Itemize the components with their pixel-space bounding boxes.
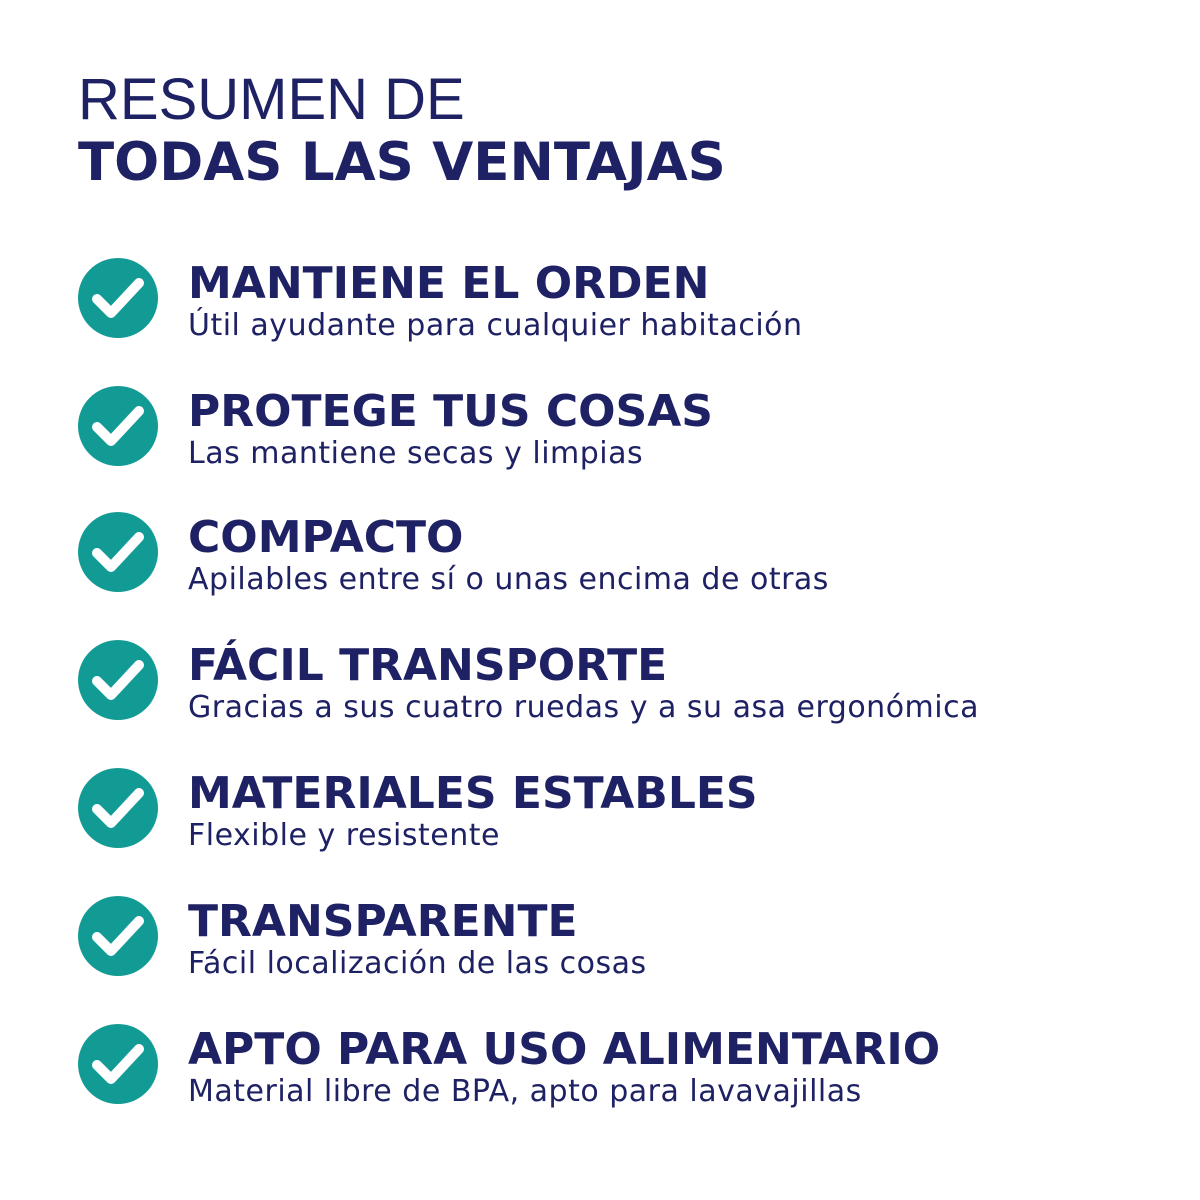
- benefit-item: [78, 386, 1178, 506]
- benefit-description: Flexible y resistente: [188, 818, 500, 853]
- check-circle-icon: [78, 640, 158, 720]
- heading-line2: TODAS LAS VENTAJAS: [78, 132, 726, 193]
- benefit-description: Fácil localización de las cosas: [188, 946, 647, 981]
- check-circle-icon: [78, 1024, 158, 1104]
- benefit-item: [78, 258, 1178, 378]
- benefit-description: Útil ayudante para cualquier habitación: [188, 308, 803, 343]
- heading-line1: RESUMEN DE: [78, 67, 465, 132]
- benefit-description: Apilables entre sí o unas encima de otras: [188, 562, 829, 597]
- benefit-description: Material libre de BPA, apto para lavavajillas: [188, 1074, 862, 1109]
- benefit-item: [78, 512, 1178, 632]
- check-circle-icon: [78, 512, 158, 592]
- benefit-title: TRANSPARENTE: [188, 896, 578, 947]
- benefit-item: [78, 1024, 1178, 1144]
- benefit-description: Gracias a sus cuatro ruedas y a su asa ergonómica: [188, 690, 979, 725]
- benefit-item: [78, 768, 1178, 888]
- benefit-description: Las mantiene secas y limpias: [188, 436, 644, 471]
- check-circle-icon: [78, 258, 158, 338]
- benefit-item: [78, 640, 1178, 760]
- benefit-title: PROTEGE TUS COSAS: [188, 386, 713, 437]
- check-circle-icon: [78, 896, 158, 976]
- benefit-title: COMPACTO: [188, 512, 464, 563]
- check-circle-icon: [78, 768, 158, 848]
- benefit-title: FÁCIL TRANSPORTE: [188, 640, 668, 691]
- heading: [78, 68, 726, 194]
- benefit-title: APTO PARA USO ALIMENTARIO: [188, 1024, 941, 1075]
- benefit-item: [78, 896, 1178, 1016]
- benefit-title: MATERIALES ESTABLES: [188, 768, 758, 819]
- benefit-title: MANTIENE EL ORDEN: [188, 258, 710, 309]
- check-circle-icon: [78, 386, 158, 466]
